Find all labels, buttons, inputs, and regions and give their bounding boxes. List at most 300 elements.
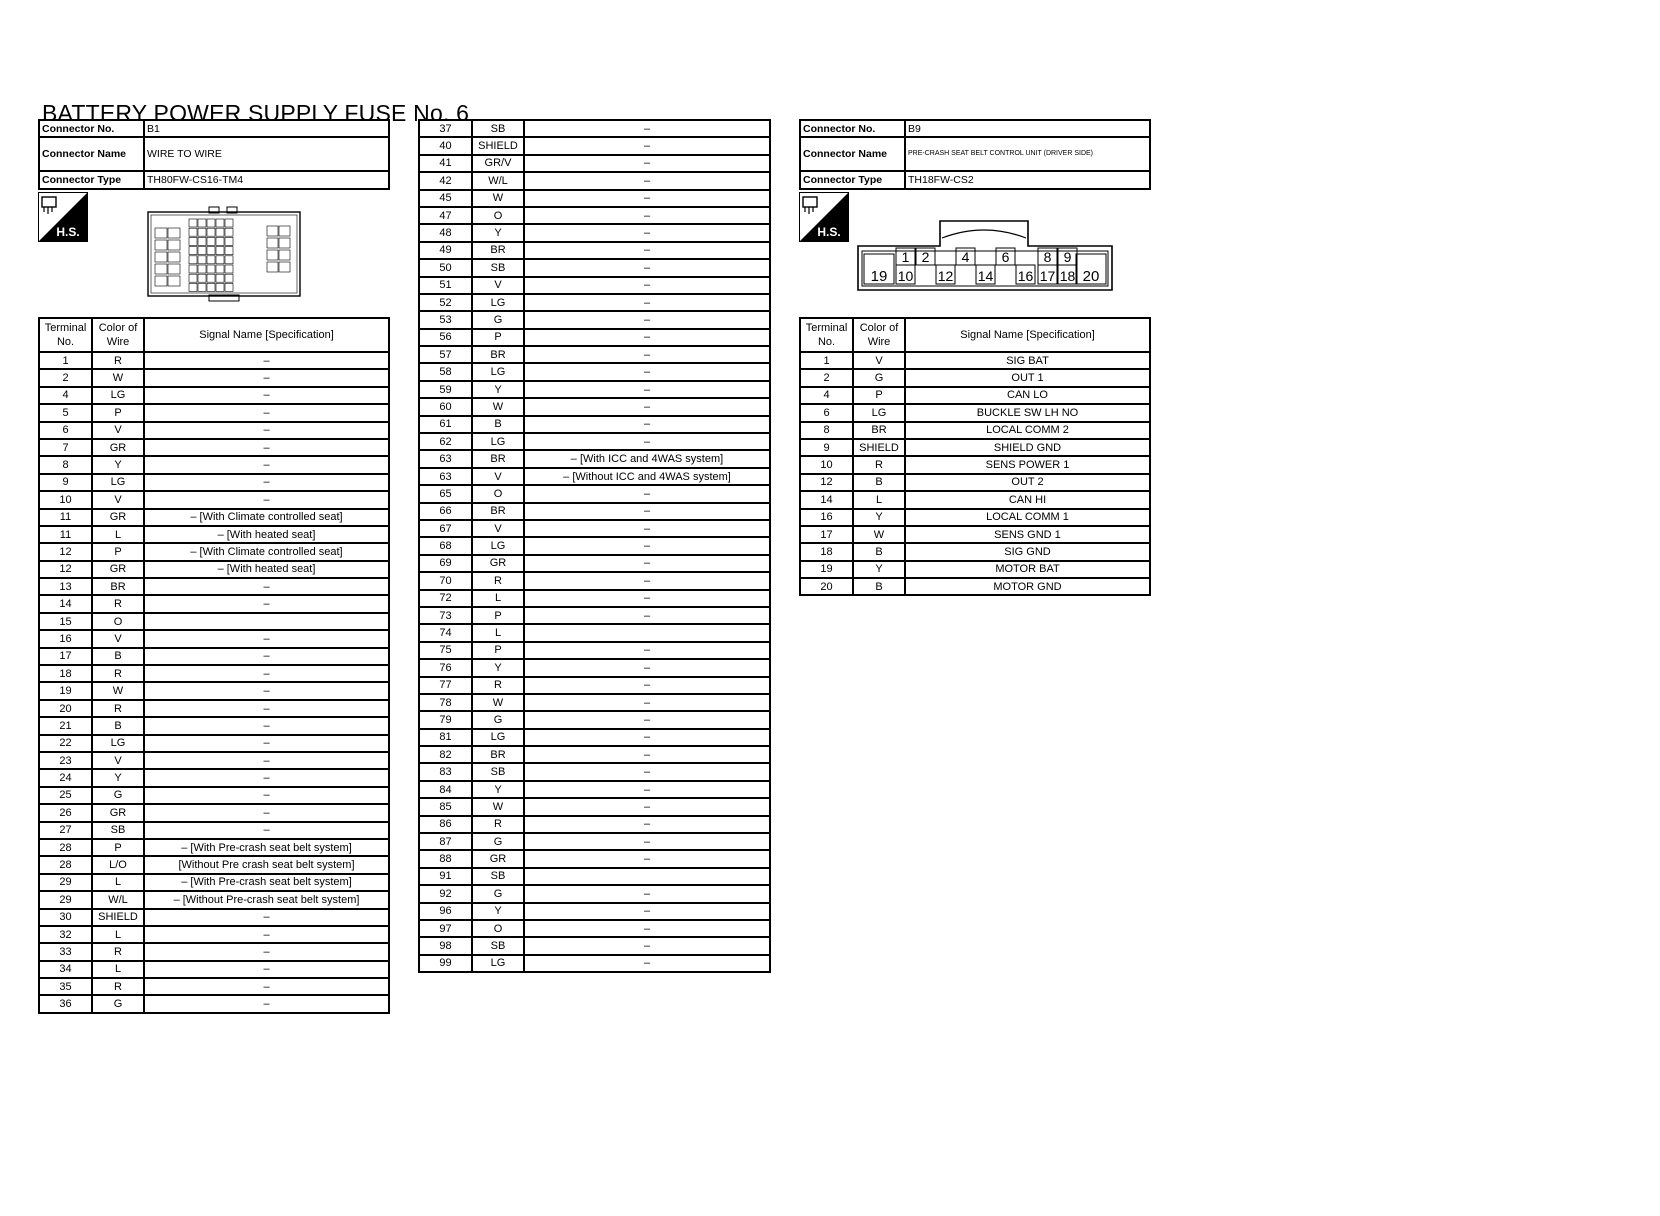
pin-label: 9 <box>1063 249 1072 265</box>
signal-name-header: Signal Name [Specification] <box>905 318 1150 352</box>
signal-name-cell: – <box>524 816 770 833</box>
signal-name-cell: – <box>524 346 770 363</box>
wire-color-cell: P <box>92 839 144 856</box>
signal-name-cell: MOTOR GND <box>905 578 1150 595</box>
wire-color-cell: G <box>472 711 524 728</box>
connector-type-label: Connector Type <box>800 171 905 188</box>
terminal-no-cell: 72 <box>419 590 472 607</box>
terminal-no-cell: 48 <box>419 224 472 241</box>
terminal-no-cell: 17 <box>800 526 853 543</box>
table-row <box>39 474 389 491</box>
signal-name-cell: – <box>144 978 389 995</box>
connector-type-value: TH80FW-CS16-TM4 <box>144 171 389 188</box>
table-row <box>800 543 1150 560</box>
connector-type-label: Connector Type <box>39 171 144 188</box>
terminal-no-header: Terminal No. <box>39 318 92 352</box>
wire-color-cell: LG <box>472 363 524 380</box>
signal-name-cell: – <box>144 822 389 839</box>
wire-color-cell: L <box>472 590 524 607</box>
wire-color-cell: P <box>92 543 144 560</box>
wire-color-cell: B <box>92 648 144 665</box>
table-row <box>419 329 770 346</box>
terminal-no-cell: 65 <box>419 485 472 502</box>
terminal-no-cell: 77 <box>419 677 472 694</box>
terminal-no-cell: 4 <box>39 387 92 404</box>
signal-name-cell: BUCKLE SW LH NO <box>905 404 1150 421</box>
terminal-no-header: Terminal No. <box>800 318 853 352</box>
connector-name-value: PRE-CRASH SEAT BELT CONTROL UNIT (DRIVER SIDE) <box>905 137 1150 171</box>
wire-color-cell: LG <box>472 433 524 450</box>
wire-color-cell: L <box>853 491 905 508</box>
terminal-no-cell: 28 <box>39 839 92 856</box>
table-row <box>800 491 1150 508</box>
table-row <box>419 346 770 363</box>
signal-name-cell: – <box>144 700 389 717</box>
connector-name-label: Connector Name <box>800 137 905 171</box>
table-row <box>39 491 389 508</box>
wire-color-cell: B <box>92 717 144 734</box>
wire-color-cell: BR <box>472 242 524 259</box>
table-row <box>39 769 389 786</box>
wire-color-cell: W <box>853 526 905 543</box>
signal-name-cell: – <box>144 961 389 978</box>
terminal-no-cell: 86 <box>419 816 472 833</box>
table-row <box>419 816 770 833</box>
signal-name-cell: – <box>144 595 389 612</box>
signal-name-cell: – <box>524 955 770 972</box>
terminal-no-cell: 37 <box>419 120 472 137</box>
wire-color-cell: LG <box>472 955 524 972</box>
wire-color-cell: BR <box>472 503 524 520</box>
table-row <box>419 798 770 815</box>
wire-color-cell: LG <box>472 537 524 554</box>
signal-name-cell: – <box>524 694 770 711</box>
terminal-no-cell: 33 <box>39 943 92 960</box>
terminal-no-cell: 6 <box>800 404 853 421</box>
wire-color-cell: Y <box>853 561 905 578</box>
pin-label: 2 <box>921 249 930 265</box>
table-row <box>39 578 389 595</box>
terminal-no-cell: 5 <box>39 404 92 421</box>
connector-b9-diagram <box>856 218 1114 292</box>
table-row <box>419 468 770 485</box>
terminal-no-cell: 70 <box>419 572 472 589</box>
wire-color-cell: Y <box>92 456 144 473</box>
signal-name-cell: MOTOR BAT <box>905 561 1150 578</box>
terminal-no-cell: 8 <box>39 456 92 473</box>
table-row <box>419 224 770 241</box>
pin-label: 12 <box>937 268 954 284</box>
terminal-no-cell: 11 <box>39 526 92 543</box>
terminal-no-cell: 67 <box>419 520 472 537</box>
wire-color-cell: LG <box>92 387 144 404</box>
signal-name-cell: – <box>524 416 770 433</box>
table-row <box>419 137 770 154</box>
table-row <box>39 509 389 526</box>
terminal-no-cell: 84 <box>419 781 472 798</box>
table-row <box>419 920 770 937</box>
signal-name-cell: – <box>144 491 389 508</box>
terminal-no-cell: 63 <box>419 450 472 467</box>
table-row <box>39 665 389 682</box>
terminal-no-cell: 20 <box>39 700 92 717</box>
wire-color-cell: Y <box>853 509 905 526</box>
table-row <box>419 485 770 502</box>
terminal-no-cell: 29 <box>39 891 92 908</box>
signal-name-cell: – <box>524 659 770 676</box>
signal-name-cell: – <box>524 503 770 520</box>
wire-color-cell: B <box>472 416 524 433</box>
signal-name-cell: – <box>524 711 770 728</box>
table-row <box>800 474 1150 491</box>
color-of-wire-header: Color of Wire <box>92 318 144 352</box>
terminal-no-cell: 66 <box>419 503 472 520</box>
table-row <box>419 363 770 380</box>
terminal-no-cell: 74 <box>419 624 472 641</box>
terminal-no-cell: 23 <box>39 752 92 769</box>
wire-color-cell: W/L <box>472 172 524 189</box>
signal-name-cell: – [Without Pre-crash seat belt system] <box>144 891 389 908</box>
wire-color-cell: W <box>472 190 524 207</box>
wire-color-cell: G <box>472 311 524 328</box>
signal-name-cell: – <box>144 682 389 699</box>
table-row <box>39 352 389 369</box>
signal-name-cell: – <box>524 190 770 207</box>
color-of-wire-header: Color of Wire <box>853 318 905 352</box>
table-row <box>419 694 770 711</box>
signal-name-cell: – <box>524 555 770 572</box>
signal-name-cell: – <box>524 311 770 328</box>
table-row <box>39 943 389 960</box>
connector-b1-diagram <box>147 206 301 302</box>
terminal-no-cell: 15 <box>39 613 92 630</box>
pin-label: 4 <box>961 249 970 265</box>
table-row <box>800 578 1150 595</box>
terminal-no-cell: 97 <box>419 920 472 937</box>
signal-name-cell: – <box>524 155 770 172</box>
table-row <box>800 509 1150 526</box>
signal-name-cell: – <box>524 259 770 276</box>
wire-color-cell: V <box>92 752 144 769</box>
table-row <box>419 572 770 589</box>
signal-name-cell: – <box>524 920 770 937</box>
signal-name-cell: – <box>524 207 770 224</box>
terminal-no-cell: 10 <box>800 456 853 473</box>
table-row <box>39 926 389 943</box>
signal-name-cell: – <box>144 387 389 404</box>
signal-name-cell: – <box>144 456 389 473</box>
signal-name-cell: – <box>144 648 389 665</box>
signal-name-cell: – <box>524 885 770 902</box>
terminal-no-cell: 88 <box>419 850 472 867</box>
terminal-no-cell: 73 <box>419 607 472 624</box>
connector-name-label: Connector Name <box>39 137 144 171</box>
svg-text:H.S.: H.S. <box>56 225 80 239</box>
terminal-no-cell: 60 <box>419 398 472 415</box>
signal-name-cell: – <box>524 903 770 920</box>
signal-name-cell: – [With heated seat] <box>144 561 389 578</box>
wire-color-cell: BR <box>853 422 905 439</box>
terminal-no-cell: 57 <box>419 346 472 363</box>
pin-label: 17 <box>1039 268 1056 284</box>
table-row <box>419 590 770 607</box>
wire-color-cell: GR <box>92 509 144 526</box>
wire-color-cell: B <box>853 578 905 595</box>
terminal-no-cell: 1 <box>39 352 92 369</box>
table-row <box>419 381 770 398</box>
table-row <box>419 155 770 172</box>
wire-color-cell: R <box>92 595 144 612</box>
wire-color-cell: P <box>472 329 524 346</box>
terminal-no-cell: 35 <box>39 978 92 995</box>
wire-color-cell: BR <box>92 578 144 595</box>
table-row <box>800 404 1150 421</box>
signal-name-cell: – <box>524 833 770 850</box>
wire-color-cell: BR <box>472 346 524 363</box>
pin-label: 19 <box>870 268 888 285</box>
wire-color-cell: R <box>92 943 144 960</box>
connector-type-value: TH18FW-CS2 <box>905 171 1150 188</box>
connector-no-label: Connector No. <box>39 120 144 137</box>
wire-color-cell: GR <box>92 804 144 821</box>
table-row <box>800 456 1150 473</box>
signal-name-cell: LOCAL COMM 2 <box>905 422 1150 439</box>
terminal-no-cell: 50 <box>419 259 472 276</box>
wire-color-cell: R <box>92 700 144 717</box>
signal-name-cell: – [With Climate controlled seat] <box>144 509 389 526</box>
signal-name-cell: SENS POWER 1 <box>905 456 1150 473</box>
connector-b1-info <box>38 119 390 190</box>
signal-name-cell: – <box>144 474 389 491</box>
table-row <box>39 787 389 804</box>
wire-color-cell: W <box>92 369 144 386</box>
table-row <box>39 439 389 456</box>
signal-name-cell: – <box>144 717 389 734</box>
table-row <box>419 746 770 763</box>
table-row <box>39 822 389 839</box>
terminal-no-cell: 26 <box>39 804 92 821</box>
table-row <box>419 711 770 728</box>
wire-color-cell: L <box>472 624 524 641</box>
signal-name-cell: – <box>524 850 770 867</box>
terminal-no-cell: 32 <box>39 926 92 943</box>
wire-color-cell: GR <box>472 850 524 867</box>
wire-color-cell: O <box>472 485 524 502</box>
terminal-no-cell: 20 <box>800 578 853 595</box>
wire-color-cell: G <box>853 369 905 386</box>
signal-name-cell: – <box>524 607 770 624</box>
table-row <box>39 735 389 752</box>
table-row <box>39 891 389 908</box>
terminal-no-cell: 76 <box>419 659 472 676</box>
wire-color-cell: BR <box>472 450 524 467</box>
wire-color-cell: SB <box>472 868 524 885</box>
signal-name-cell: – <box>144 578 389 595</box>
wire-color-cell: W/L <box>92 891 144 908</box>
table-row <box>39 682 389 699</box>
signal-name-cell: – <box>144 804 389 821</box>
table-row <box>39 613 389 630</box>
signal-name-cell: – <box>524 381 770 398</box>
terminal-no-cell: 25 <box>39 787 92 804</box>
table-row <box>39 561 389 578</box>
signal-name-cell <box>144 613 389 630</box>
table-row <box>419 885 770 902</box>
terminal-no-cell: 18 <box>39 665 92 682</box>
signal-name-cell: – <box>524 433 770 450</box>
wire-color-cell: SB <box>92 822 144 839</box>
connector-name-value: WIRE TO WIRE <box>144 137 389 171</box>
table-row <box>39 804 389 821</box>
table-row <box>419 607 770 624</box>
table-row <box>800 439 1150 456</box>
terminal-no-cell: 47 <box>419 207 472 224</box>
table-row <box>800 352 1150 369</box>
wire-color-cell: Y <box>472 224 524 241</box>
table-row <box>39 543 389 560</box>
signal-name-cell: – <box>144 665 389 682</box>
signal-name-cell: – <box>524 224 770 241</box>
wire-color-cell: GR <box>92 439 144 456</box>
connector-no-value: B9 <box>905 120 1150 137</box>
wire-color-cell: W <box>472 798 524 815</box>
wire-color-cell: G <box>92 995 144 1012</box>
wire-color-cell: Y <box>92 769 144 786</box>
table-row <box>39 369 389 386</box>
table-row <box>419 937 770 954</box>
signal-name-cell: – <box>524 590 770 607</box>
terminal-no-cell: 53 <box>419 311 472 328</box>
wire-color-cell: L/O <box>92 856 144 873</box>
terminal-no-cell: 92 <box>419 885 472 902</box>
signal-name-cell: SENS GND 1 <box>905 526 1150 543</box>
b1-terminal-table-right <box>418 119 771 973</box>
signal-name-cell: – <box>524 172 770 189</box>
signal-name-cell: OUT 2 <box>905 474 1150 491</box>
signal-name-cell: – <box>144 735 389 752</box>
wire-color-cell: V <box>92 422 144 439</box>
table-row <box>419 294 770 311</box>
signal-name-cell: SHIELD GND <box>905 439 1150 456</box>
wire-color-cell: G <box>472 833 524 850</box>
signal-name-cell: – [With ICC and 4WAS system] <box>524 450 770 467</box>
signal-name-cell: – <box>524 798 770 815</box>
signal-name-cell: – <box>144 752 389 769</box>
signal-name-cell: LOCAL COMM 1 <box>905 509 1150 526</box>
signal-name-cell: – [With Pre-crash seat belt system] <box>144 839 389 856</box>
table-row <box>419 450 770 467</box>
terminal-no-cell: 10 <box>39 491 92 508</box>
page-title: BATTERY POWER SUPPLY FUSE No. 6 <box>42 100 470 126</box>
terminal-no-cell: 49 <box>419 242 472 259</box>
wire-color-cell: V <box>472 468 524 485</box>
terminal-no-cell: 7 <box>39 439 92 456</box>
wire-color-cell: P <box>472 642 524 659</box>
wire-color-cell: Y <box>472 903 524 920</box>
signal-name-cell: – <box>144 404 389 421</box>
terminal-no-cell: 99 <box>419 955 472 972</box>
terminal-no-cell: 81 <box>419 729 472 746</box>
terminal-no-cell: 12 <box>39 561 92 578</box>
signal-name-cell: SIG GND <box>905 543 1150 560</box>
signal-name-cell: – <box>524 729 770 746</box>
terminal-no-cell: 2 <box>39 369 92 386</box>
connector-no-value: B1 <box>144 120 389 137</box>
terminal-no-cell: 16 <box>800 509 853 526</box>
terminal-no-cell: 45 <box>419 190 472 207</box>
table-row <box>39 456 389 473</box>
signal-name-header: Signal Name [Specification] <box>144 318 389 352</box>
wire-color-cell: R <box>472 816 524 833</box>
wire-color-cell: V <box>472 520 524 537</box>
signal-name-cell: – <box>524 137 770 154</box>
signal-name-cell: – <box>144 422 389 439</box>
signal-name-cell: – <box>144 943 389 960</box>
pin-label: 1 <box>901 249 910 265</box>
wire-color-cell: V <box>92 491 144 508</box>
signal-name-cell: CAN LO <box>905 387 1150 404</box>
terminal-no-cell: 19 <box>800 561 853 578</box>
signal-name-cell: – <box>144 769 389 786</box>
table-row <box>39 856 389 873</box>
table-row <box>800 369 1150 386</box>
table-row <box>39 839 389 856</box>
pin-label: 6 <box>1001 249 1010 265</box>
wire-color-cell: Y <box>472 381 524 398</box>
terminal-no-cell: 12 <box>800 474 853 491</box>
connector-no-label: Connector No. <box>800 120 905 137</box>
signal-name-cell: – [With Climate controlled seat] <box>144 543 389 560</box>
signal-name-cell: – [With Pre-crash seat belt system] <box>144 874 389 891</box>
table-row <box>419 729 770 746</box>
table-row <box>419 833 770 850</box>
terminal-no-cell: 1 <box>800 352 853 369</box>
terminal-no-cell: 83 <box>419 763 472 780</box>
signal-name-cell: – <box>524 763 770 780</box>
terminal-no-cell: 59 <box>419 381 472 398</box>
table-row <box>39 909 389 926</box>
table-row <box>419 763 770 780</box>
wire-color-cell: R <box>92 352 144 369</box>
table-row <box>39 874 389 891</box>
table-row <box>800 526 1150 543</box>
wire-color-cell: V <box>472 277 524 294</box>
terminal-no-cell: 87 <box>419 833 472 850</box>
signal-name-cell: – <box>524 120 770 137</box>
terminal-no-cell: 28 <box>39 856 92 873</box>
terminal-no-cell: 68 <box>419 537 472 554</box>
terminal-no-cell: 12 <box>39 543 92 560</box>
wire-color-cell: P <box>853 387 905 404</box>
wire-color-cell: LG <box>472 294 524 311</box>
terminal-no-cell: 9 <box>800 439 853 456</box>
terminal-no-cell: 24 <box>39 769 92 786</box>
table-row <box>419 259 770 276</box>
wire-color-cell: L <box>92 926 144 943</box>
table-row <box>419 503 770 520</box>
signal-name-cell: – <box>524 485 770 502</box>
table-row <box>39 961 389 978</box>
signal-name-cell: – <box>524 781 770 798</box>
terminal-no-cell: 61 <box>419 416 472 433</box>
wire-color-cell: G <box>472 885 524 902</box>
b1-terminal-table-left <box>38 317 390 1014</box>
terminal-no-cell: 16 <box>39 630 92 647</box>
signal-name-cell <box>524 868 770 885</box>
table-row <box>419 642 770 659</box>
table-row <box>800 387 1150 404</box>
wire-color-cell: SB <box>472 763 524 780</box>
